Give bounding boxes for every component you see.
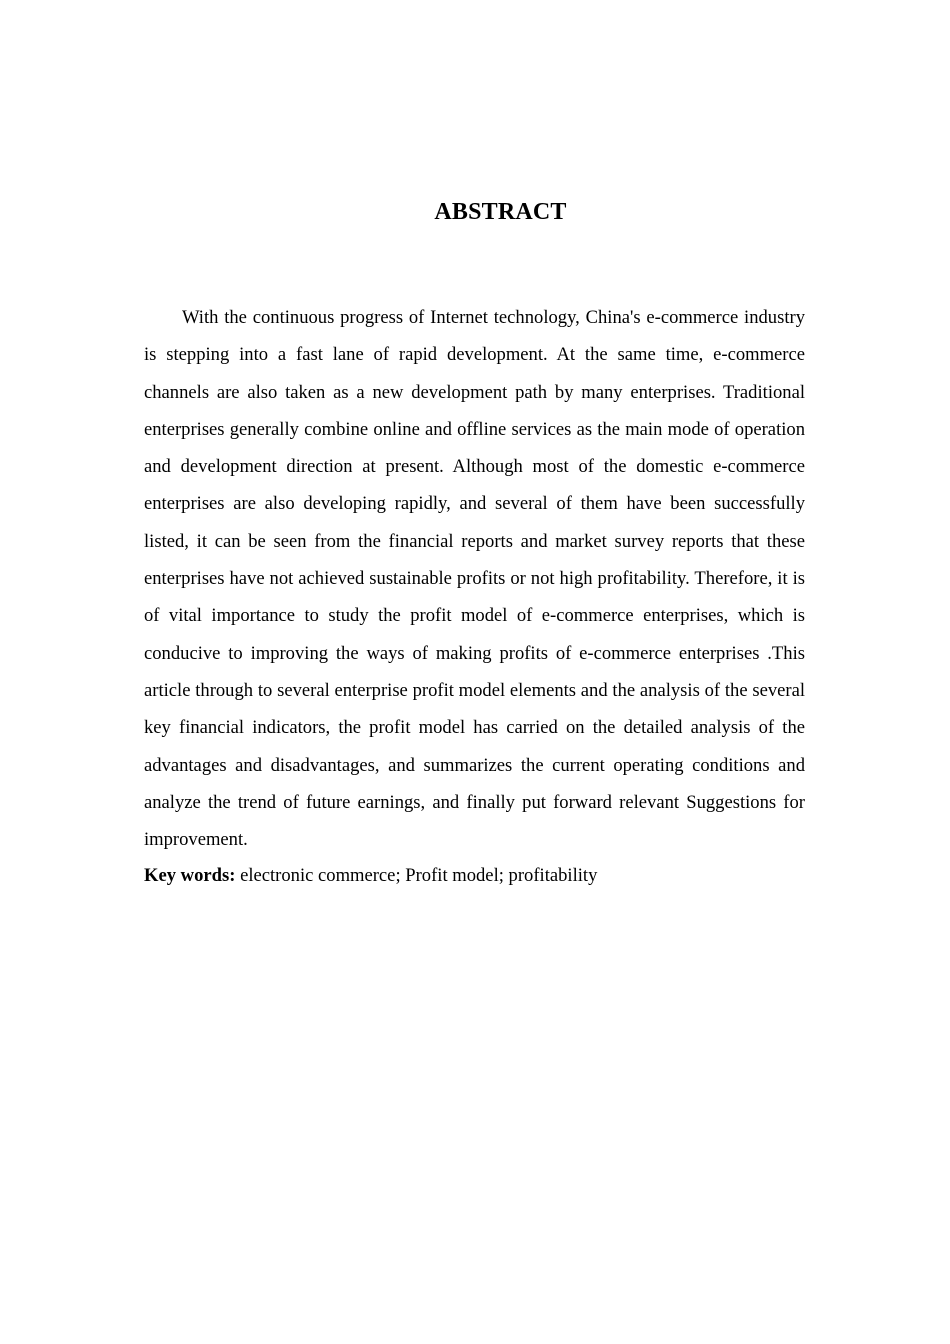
- abstract-paragraph: With the continuous progress of Internet technology, China's e-commerce industry is stepping into a fast lane of rapid development. At the same time, e-commerce channels are also taken as a new development path by many enterprises. Traditional enterprises generally combine online and offline services as the main mode of operation and development direction at present. Although most of the domestic e-commerce enterprises are also developing rapidly, and several of them have been successfully listed, it can be seen from the financial reports and market survey reports that these enterprises have not achieved sustainable profits or not high profitability. Therefore, it is of vital importance to study the profit model of e-commerce enterprises, which is conducive to improving the ways of making profits of e-commerce enterprises .This article through to several enterprise profit model elements and the analysis of the several key financial indicators, the profit model has carried on the detailed analysis of the advantages and disadvantages, and summarizes the current operating conditions and analyze the trend of future earnings, and finally put forward relevant Suggestions for improvement.: [144, 307, 805, 851]
- keywords-value: electronic commerce; Profit model; profitability: [235, 865, 598, 886]
- abstract-heading: ABSTRACT: [434, 199, 567, 225]
- keywords-label: Key words:: [144, 865, 236, 886]
- keywords-line: [144, 860, 805, 892]
